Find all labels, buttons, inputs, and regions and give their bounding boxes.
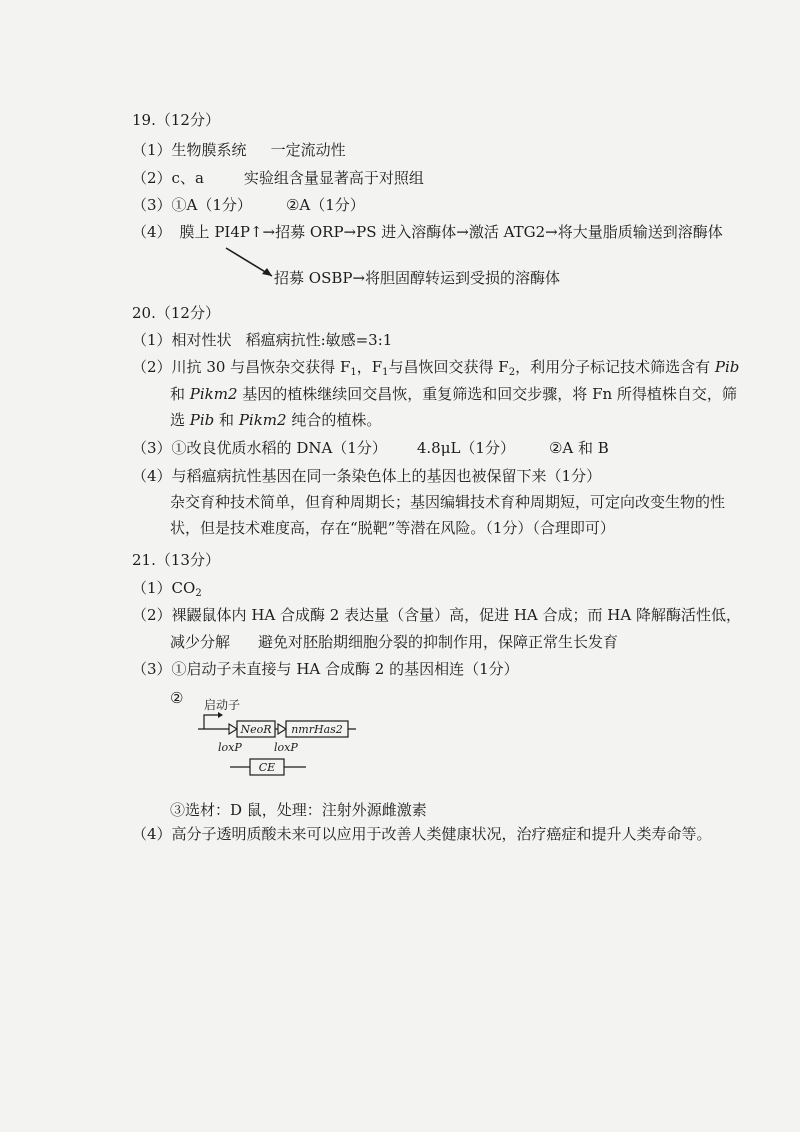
text-segment: 与昌恢回交获得 F [388,358,509,376]
item-number: （2） [132,606,172,624]
q20-item-4-line2: 杂交育种技术简单，但育种周期长；基因编辑技术育种周期短，可定向改变生物的性 [170,493,726,511]
answer-text: 实验组含量显著高于对照组 [243,169,424,187]
subscript: 1 [350,367,357,378]
q21-item-1 [132,578,202,604]
promoter-arrow-icon [204,715,218,729]
ce-label: CE [258,761,276,774]
text-segment: 减少分解 [170,633,231,651]
gene-name: Pikm2 [238,411,287,429]
q19-item-4 [132,222,723,242]
loxp-label-2: loxP [274,741,298,754]
text-segment: 和 [170,385,190,403]
answer-text: c、a [171,169,204,187]
item-number: （4） [132,467,172,485]
answer-text: ②A 和 B [548,439,609,457]
q19-item-1 [132,140,346,160]
answer-text: 裸鼹鼠体内 HA 合成酶 2 表达量（含量）高，促进 HA 合成；而 HA 降解酶活性低， [171,606,741,624]
item-number: （1） [132,331,172,349]
q20-item-2-line3 [170,410,381,430]
answer-text: CO [171,579,196,597]
q19-item-3 [132,195,365,215]
promoter-arrowhead-icon [218,712,223,718]
promoter-label: 启动子 [204,698,241,712]
text-segment: 选 [170,411,190,429]
gene-name: Pib [714,358,740,376]
answer-text: 高分子透明质酸未来可以应用于改善人类健康状况，治疗癌症和提升人类寿命等。 [171,825,712,843]
subscript: 1 [382,367,389,378]
answer-text: 生物膜系统 [171,141,247,159]
q20-item-3 [132,438,609,458]
gene-construct-diagram [192,693,382,779]
text-segment: 川抗 30 与昌恢杂交获得 F [171,358,351,376]
answer-text: 与稻瘟病抗性基因在同一条染色体上的基因也被保留下来（1分） [171,467,602,485]
answer-text: 一定流动性 [270,141,346,159]
q20-item-4-line3: 状，但是技术难度高，存在“脱靶”等潜在风险。（1分）（合理即可） [170,519,615,537]
q20-header: 20.（12分） [132,304,220,322]
text-segment: 和 [214,411,239,429]
q20-item-2-line1 [132,357,739,383]
q21-item-3-circle3: ③选材：D 鼠，处理：注射外源雌激素 [170,801,427,819]
subscript: 2 [508,367,516,378]
q19-branch: 招募 OSBP→将胆固醇转运到受损的溶酶体 [274,269,561,287]
answer-text: ①启动子未直接与 HA 合成酶 2 的基因相连（1分） [171,660,519,678]
q21-item-2-line2 [170,632,618,652]
item-number: （4） [132,825,172,843]
neor-label: NeoR [240,723,272,736]
item-number: （1） [132,579,172,597]
branch-arrow-icon [222,246,282,282]
item-number: （3） [132,660,172,678]
text-segment: ，利用分子标记技术筛选含有 [515,358,715,376]
pathway-text: 膜上 PI4P↑→招募 ORP→PS 进入溶酶体→激活 ATG2→将大量脂质输送到溶酶体 [179,223,723,241]
item-number: （4） [132,223,172,241]
loxp-site-2-icon [278,724,286,734]
text-segment: 避免对胚胎期细胞分裂的抑制作用，保障正常生长发育 [258,633,619,651]
q19-header: 19.（12分） [132,111,220,129]
item-number: （2） [132,169,172,187]
q20-item-1 [132,330,392,350]
loxp-site-1-icon [229,724,237,734]
answer-text: ①改良优质水稻的 DNA（1分） [171,439,387,457]
subscript: 2 [195,588,202,599]
q19-item-2 [132,168,424,188]
q21-header: 21.（13分） [132,551,220,569]
gene-name: Pikm2 [189,385,238,403]
item-number: （3） [132,196,172,214]
answer-text: ①A（1分） [171,196,252,214]
nmrhas2-label: nmrHas2 [291,723,343,736]
text-segment: 基因的植株继续回交昌恢，重复筛选和回交步骤，将 Fn 所得植株自交，筛 [237,385,737,403]
gene-name: Pib [189,411,215,429]
answer-text: 4.8μL（1分） [416,439,515,457]
loxp-label-1: loxP [218,741,242,754]
answer-text: ②A（1分） [285,196,365,214]
q20-item-2-line2 [170,384,737,404]
q20-item-4-line1 [132,466,601,486]
q21-item-4 [132,824,712,844]
q21-item-3-circle2: ② [170,689,184,707]
answer-text: 稻瘟病抗性:敏感=3:1 [245,331,393,349]
item-number: （1） [132,141,172,159]
answer-text: 相对性状 [171,331,232,349]
item-number: （3） [132,439,172,457]
q21-item-3-line1 [132,659,519,679]
text-segment: 纯合的植株。 [286,411,382,429]
q21-item-2-line1 [132,605,741,625]
item-number: （2） [132,358,172,376]
text-segment: ，F [356,358,383,376]
